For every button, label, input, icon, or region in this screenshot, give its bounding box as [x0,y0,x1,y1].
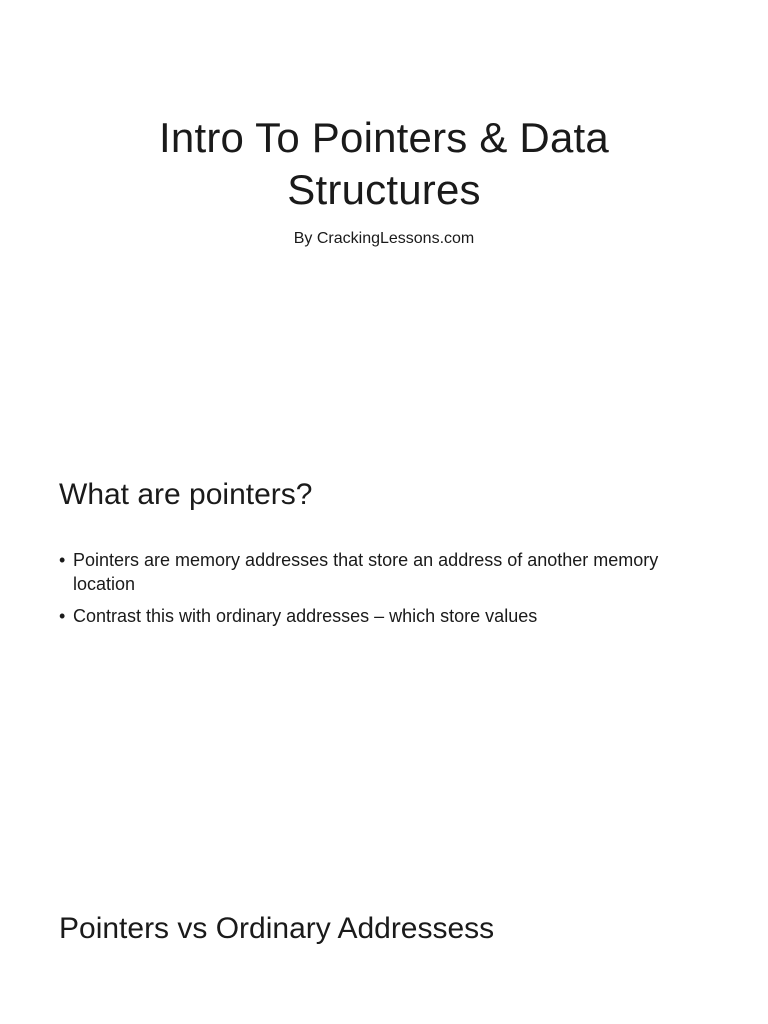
slide-title-line-2: Structures [287,166,481,213]
content-slide-pointers-vs-ordinary [0,864,768,1024]
slide-heading: What are pointers? [59,478,313,511]
bullet-icon: • [59,550,66,570]
bullet-text: Pointers are memory addresses that store an address of another memory location [73,550,659,594]
title-slide [0,0,768,432]
slide-title [100,112,668,216]
bullet-item [59,548,699,596]
title-block [100,112,668,216]
slide-heading: Pointers vs Ordinary Addressess [59,912,495,945]
bullet-list [59,548,699,636]
slide-subtitle: By CrackingLessons.com [293,230,475,247]
content-slide-what-are-pointers [0,432,768,864]
bullet-icon: • [59,606,66,626]
bullet-text: Contrast this with ordinary addresses – which store values [73,606,538,626]
bullet-item [59,604,699,628]
slide-title-line-1: Intro To Pointers & Data [159,114,609,161]
